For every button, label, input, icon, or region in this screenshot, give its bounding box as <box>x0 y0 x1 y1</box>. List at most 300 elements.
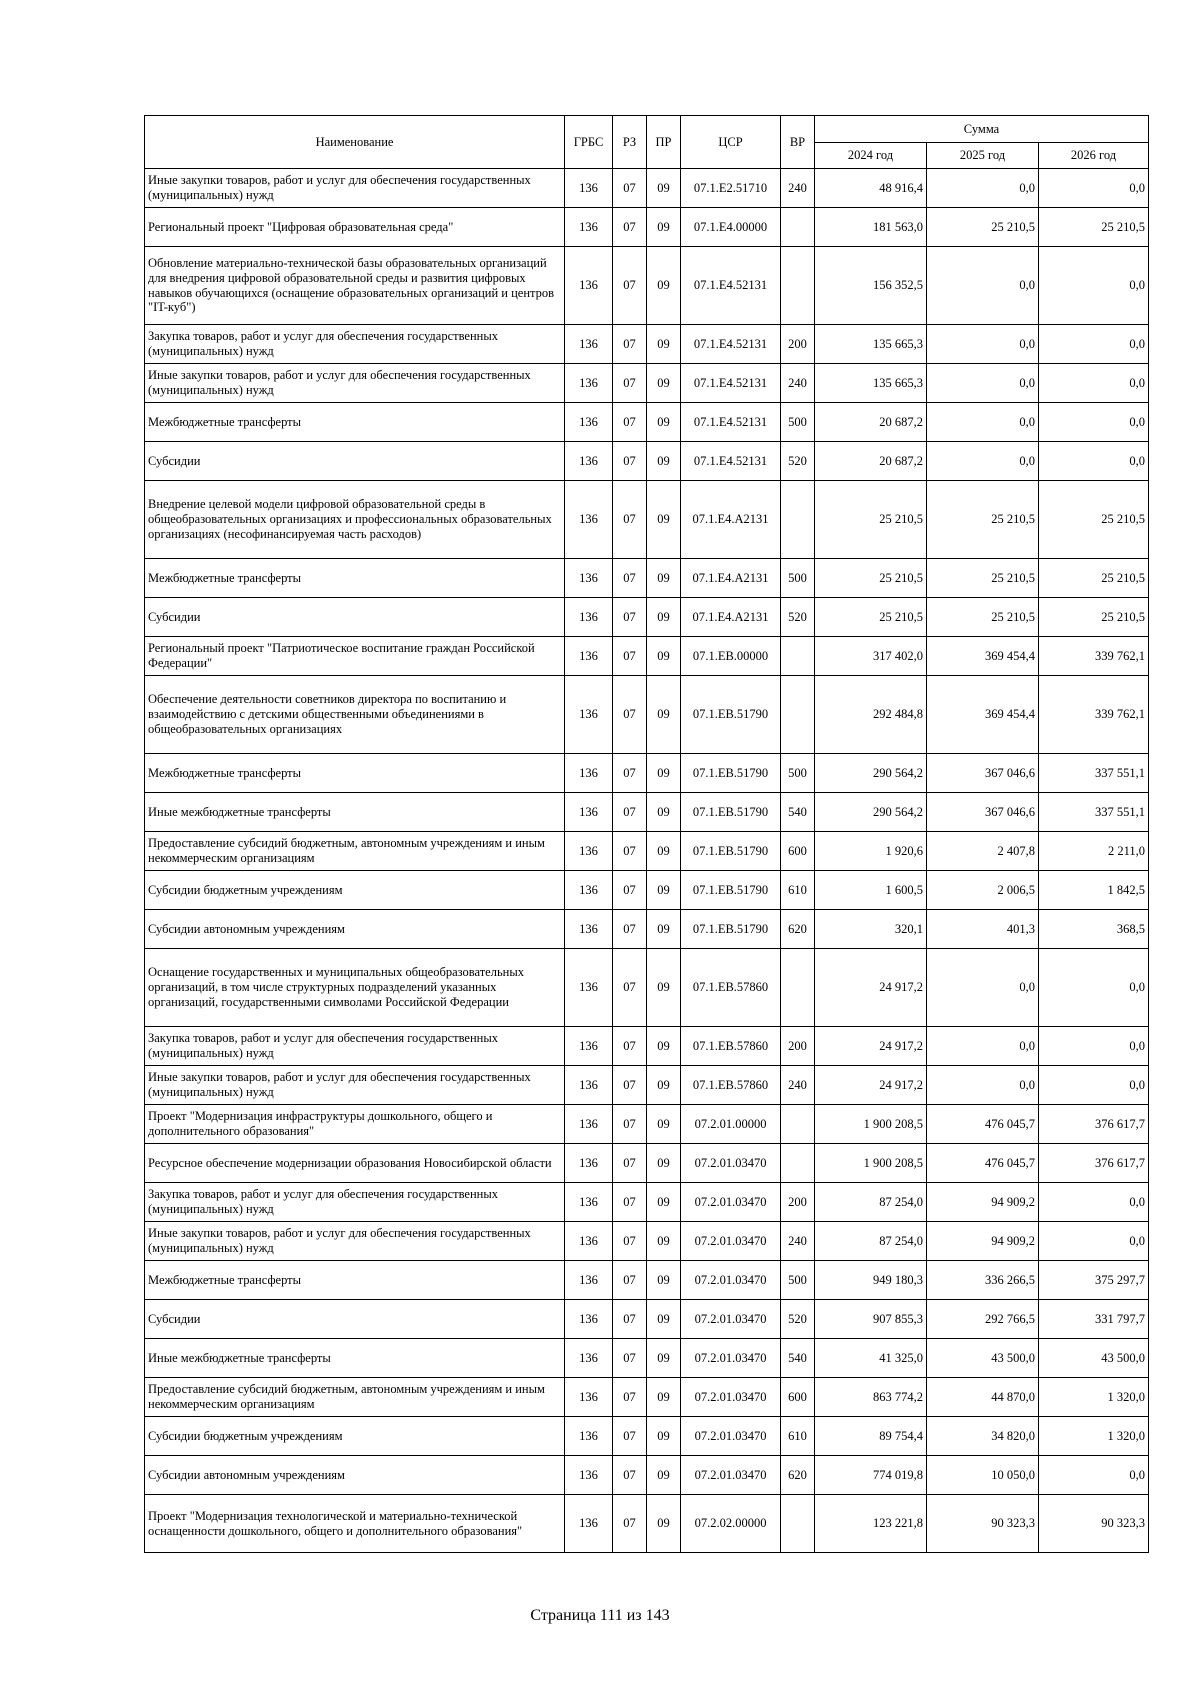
cell-csr: 07.2.01.03470 <box>681 1378 781 1417</box>
cell-2024: 25 210,5 <box>815 598 927 637</box>
cell-pr: 09 <box>647 1417 681 1456</box>
cell-2024: 24 917,2 <box>815 1066 927 1105</box>
cell-rz: 07 <box>613 1261 647 1300</box>
cell-grbs: 136 <box>565 1144 613 1183</box>
cell-2026: 0,0 <box>1039 1027 1149 1066</box>
cell-pr: 09 <box>647 481 681 559</box>
header-vr: ВР <box>781 116 815 169</box>
cell-2024: 48 916,4 <box>815 169 927 208</box>
cell-name: Субсидии бюджетным учреждениям <box>145 1417 565 1456</box>
cell-grbs: 136 <box>565 1105 613 1144</box>
cell-rz: 07 <box>613 1183 647 1222</box>
cell-grbs: 136 <box>565 1222 613 1261</box>
cell-2026: 1 842,5 <box>1039 871 1149 910</box>
cell-rz: 07 <box>613 793 647 832</box>
cell-grbs: 136 <box>565 1027 613 1066</box>
cell-vr: 240 <box>781 364 815 403</box>
cell-2025: 401,3 <box>927 910 1039 949</box>
table-row <box>145 1495 1149 1553</box>
cell-pr: 09 <box>647 403 681 442</box>
cell-grbs: 136 <box>565 442 613 481</box>
cell-2024: 87 254,0 <box>815 1183 927 1222</box>
cell-pr: 09 <box>647 1027 681 1066</box>
cell-2025: 0,0 <box>927 1027 1039 1066</box>
cell-2024: 292 484,8 <box>815 676 927 754</box>
cell-name: Предоставление субсидий бюджетным, автономным учреждениям и иным некоммерческим организациям <box>145 1378 565 1417</box>
cell-vr: 610 <box>781 1417 815 1456</box>
cell-pr: 09 <box>647 1183 681 1222</box>
header-sum: Сумма <box>815 116 1149 143</box>
cell-name: Иные межбюджетные трансферты <box>145 793 565 832</box>
cell-pr: 09 <box>647 832 681 871</box>
cell-pr: 09 <box>647 169 681 208</box>
cell-pr: 09 <box>647 1300 681 1339</box>
cell-name: Иные закупки товаров, работ и услуг для обеспечения государственных (муниципальных) нужд <box>145 169 565 208</box>
cell-csr: 07.2.01.03470 <box>681 1183 781 1222</box>
cell-name: Субсидии <box>145 598 565 637</box>
cell-csr: 07.1.EB.51790 <box>681 910 781 949</box>
cell-csr: 07.1.E4.A2131 <box>681 598 781 637</box>
cell-2026: 0,0 <box>1039 442 1149 481</box>
cell-csr: 07.2.01.03470 <box>681 1144 781 1183</box>
cell-grbs: 136 <box>565 1183 613 1222</box>
cell-name: Внедрение целевой модели цифровой образовательной среды в общеобразовательных организациях и профессиональных образовательных организациях (несофинансируемая часть расходов) <box>145 481 565 559</box>
cell-csr: 07.2.01.03470 <box>681 1456 781 1495</box>
cell-pr: 09 <box>647 793 681 832</box>
cell-name: Предоставление субсидий бюджетным, автономным учреждениям и иным некоммерческим организациям <box>145 832 565 871</box>
cell-pr: 09 <box>647 1339 681 1378</box>
cell-2024: 156 352,5 <box>815 247 927 325</box>
cell-pr: 09 <box>647 1456 681 1495</box>
cell-grbs: 136 <box>565 1495 613 1553</box>
table-row <box>145 676 1149 754</box>
cell-2024: 24 917,2 <box>815 1027 927 1066</box>
table-row <box>145 832 1149 871</box>
cell-pr: 09 <box>647 1066 681 1105</box>
cell-vr: 240 <box>781 169 815 208</box>
cell-pr: 09 <box>647 325 681 364</box>
cell-2026: 0,0 <box>1039 247 1149 325</box>
cell-2025: 34 820,0 <box>927 1417 1039 1456</box>
table-row <box>145 1105 1149 1144</box>
cell-rz: 07 <box>613 1417 647 1456</box>
cell-csr: 07.1.E4.A2131 <box>681 559 781 598</box>
table-row <box>145 1222 1149 1261</box>
cell-vr: 200 <box>781 325 815 364</box>
cell-csr: 07.1.EB.57860 <box>681 1066 781 1105</box>
cell-2024: 1 600,5 <box>815 871 927 910</box>
cell-2025: 90 323,3 <box>927 1495 1039 1553</box>
cell-vr: 540 <box>781 793 815 832</box>
cell-grbs: 136 <box>565 364 613 403</box>
cell-2026: 339 762,1 <box>1039 637 1149 676</box>
cell-2024: 135 665,3 <box>815 325 927 364</box>
cell-vr: 500 <box>781 754 815 793</box>
cell-name: Региональный проект "Цифровая образовательная среда" <box>145 208 565 247</box>
cell-grbs: 136 <box>565 208 613 247</box>
cell-2025: 44 870,0 <box>927 1378 1039 1417</box>
cell-grbs: 136 <box>565 1300 613 1339</box>
cell-2024: 25 210,5 <box>815 481 927 559</box>
header-2024: 2024 год <box>815 143 927 169</box>
cell-name: Межбюджетные трансферты <box>145 559 565 598</box>
cell-csr: 07.1.E4.A2131 <box>681 481 781 559</box>
cell-2026: 25 210,5 <box>1039 481 1149 559</box>
cell-2026: 0,0 <box>1039 364 1149 403</box>
cell-2026: 0,0 <box>1039 325 1149 364</box>
cell-2024: 1 900 208,5 <box>815 1144 927 1183</box>
cell-name: Оснащение государственных и муниципальных общеобразовательных организаций, в том числе структурных подразделений указанных организаций, государственными символами Российской Федерации <box>145 949 565 1027</box>
cell-vr: 200 <box>781 1027 815 1066</box>
cell-2024: 774 019,8 <box>815 1456 927 1495</box>
cell-2025: 336 266,5 <box>927 1261 1039 1300</box>
cell-csr: 07.2.01.00000 <box>681 1105 781 1144</box>
cell-2025: 0,0 <box>927 949 1039 1027</box>
table-row <box>145 754 1149 793</box>
cell-name: Субсидии автономным учреждениям <box>145 1456 565 1495</box>
cell-pr: 09 <box>647 871 681 910</box>
cell-grbs: 136 <box>565 325 613 364</box>
cell-name: Межбюджетные трансферты <box>145 403 565 442</box>
table-row <box>145 910 1149 949</box>
cell-2025: 0,0 <box>927 442 1039 481</box>
cell-csr: 07.1.EB.51790 <box>681 871 781 910</box>
cell-pr: 09 <box>647 1144 681 1183</box>
cell-rz: 07 <box>613 247 647 325</box>
cell-2025: 0,0 <box>927 169 1039 208</box>
cell-pr: 09 <box>647 1378 681 1417</box>
cell-grbs: 136 <box>565 793 613 832</box>
cell-2024: 24 917,2 <box>815 949 927 1027</box>
cell-rz: 07 <box>613 1378 647 1417</box>
cell-rz: 07 <box>613 481 647 559</box>
cell-2024: 290 564,2 <box>815 793 927 832</box>
cell-name: Субсидии <box>145 1300 565 1339</box>
table-row <box>145 1378 1149 1417</box>
cell-csr: 07.2.02.00000 <box>681 1495 781 1553</box>
cell-grbs: 136 <box>565 949 613 1027</box>
cell-2026: 0,0 <box>1039 1066 1149 1105</box>
cell-vr: 600 <box>781 1378 815 1417</box>
cell-name: Иные межбюджетные трансферты <box>145 1339 565 1378</box>
cell-rz: 07 <box>613 442 647 481</box>
cell-name: Иные закупки товаров, работ и услуг для обеспечения государственных (муниципальных) нужд <box>145 364 565 403</box>
cell-2025: 367 046,6 <box>927 793 1039 832</box>
cell-csr: 07.2.01.03470 <box>681 1300 781 1339</box>
cell-rz: 07 <box>613 598 647 637</box>
cell-2024: 89 754,4 <box>815 1417 927 1456</box>
cell-2026: 0,0 <box>1039 403 1149 442</box>
table-row <box>145 247 1149 325</box>
cell-2024: 20 687,2 <box>815 403 927 442</box>
cell-csr: 07.1.EB.51790 <box>681 754 781 793</box>
cell-grbs: 136 <box>565 559 613 598</box>
cell-vr <box>781 1105 815 1144</box>
header-rz: РЗ <box>613 116 647 169</box>
cell-rz: 07 <box>613 754 647 793</box>
cell-csr: 07.1.EB.57860 <box>681 949 781 1027</box>
cell-grbs: 136 <box>565 910 613 949</box>
cell-grbs: 136 <box>565 1066 613 1105</box>
cell-pr: 09 <box>647 208 681 247</box>
cell-name: Проект "Модернизация инфраструктуры дошкольного, общего и дополнительного образования" <box>145 1105 565 1144</box>
cell-grbs: 136 <box>565 832 613 871</box>
cell-2026: 25 210,5 <box>1039 598 1149 637</box>
cell-rz: 07 <box>613 871 647 910</box>
cell-vr: 600 <box>781 832 815 871</box>
cell-csr: 07.2.01.03470 <box>681 1417 781 1456</box>
cell-grbs: 136 <box>565 1417 613 1456</box>
cell-2026: 25 210,5 <box>1039 559 1149 598</box>
cell-2026: 337 551,1 <box>1039 793 1149 832</box>
cell-name: Ресурсное обеспечение модернизации образования Новосибирской области <box>145 1144 565 1183</box>
cell-rz: 07 <box>613 949 647 1027</box>
cell-vr: 520 <box>781 1300 815 1339</box>
cell-name: Субсидии автономным учреждениям <box>145 910 565 949</box>
cell-pr: 09 <box>647 637 681 676</box>
cell-name: Закупка товаров, работ и услуг для обеспечения государственных (муниципальных) нужд <box>145 1183 565 1222</box>
cell-grbs: 136 <box>565 247 613 325</box>
cell-2025: 0,0 <box>927 247 1039 325</box>
cell-2026: 25 210,5 <box>1039 208 1149 247</box>
cell-2024: 949 180,3 <box>815 1261 927 1300</box>
cell-2026: 0,0 <box>1039 949 1149 1027</box>
cell-vr <box>781 949 815 1027</box>
header-pr: ПР <box>647 116 681 169</box>
table-row <box>145 793 1149 832</box>
cell-pr: 09 <box>647 442 681 481</box>
cell-2025: 476 045,7 <box>927 1105 1039 1144</box>
cell-rz: 07 <box>613 1495 647 1553</box>
cell-2026: 2 211,0 <box>1039 832 1149 871</box>
cell-grbs: 136 <box>565 1339 613 1378</box>
table-row <box>145 1144 1149 1183</box>
cell-rz: 07 <box>613 1027 647 1066</box>
header-grbs: ГРБС <box>565 116 613 169</box>
cell-2024: 907 855,3 <box>815 1300 927 1339</box>
table-row <box>145 637 1149 676</box>
cell-csr: 07.1.E2.51710 <box>681 169 781 208</box>
cell-2026: 376 617,7 <box>1039 1144 1149 1183</box>
cell-rz: 07 <box>613 1105 647 1144</box>
cell-csr: 07.1.E4.52131 <box>681 403 781 442</box>
table-row <box>145 325 1149 364</box>
cell-rz: 07 <box>613 559 647 598</box>
cell-rz: 07 <box>613 403 647 442</box>
cell-2024: 290 564,2 <box>815 754 927 793</box>
cell-vr <box>781 637 815 676</box>
cell-rz: 07 <box>613 1144 647 1183</box>
cell-grbs: 136 <box>565 871 613 910</box>
cell-name: Межбюджетные трансферты <box>145 754 565 793</box>
table-row <box>145 1339 1149 1378</box>
cell-2024: 87 254,0 <box>815 1222 927 1261</box>
cell-2025: 2 006,5 <box>927 871 1039 910</box>
cell-name: Обеспечение деятельности советников директора по воспитанию и взаимодействию с детскими общественными объединениями в общеобразовательных организациях <box>145 676 565 754</box>
cell-grbs: 136 <box>565 754 613 793</box>
cell-name: Закупка товаров, работ и услуг для обеспечения государственных (муниципальных) нужд <box>145 1027 565 1066</box>
cell-vr: 500 <box>781 1261 815 1300</box>
cell-csr: 07.1.E4.52131 <box>681 247 781 325</box>
cell-2026: 0,0 <box>1039 1183 1149 1222</box>
cell-rz: 07 <box>613 364 647 403</box>
cell-2026: 1 320,0 <box>1039 1378 1149 1417</box>
cell-name: Иные закупки товаров, работ и услуг для обеспечения государственных (муниципальных) нужд <box>145 1222 565 1261</box>
cell-pr: 09 <box>647 1105 681 1144</box>
table-row <box>145 1456 1149 1495</box>
cell-grbs: 136 <box>565 169 613 208</box>
cell-vr <box>781 1495 815 1553</box>
cell-2024: 181 563,0 <box>815 208 927 247</box>
cell-rz: 07 <box>613 1066 647 1105</box>
cell-csr: 07.2.01.03470 <box>681 1222 781 1261</box>
cell-2026: 375 297,7 <box>1039 1261 1149 1300</box>
cell-2025: 25 210,5 <box>927 559 1039 598</box>
cell-grbs: 136 <box>565 598 613 637</box>
cell-vr: 500 <box>781 559 815 598</box>
cell-pr: 09 <box>647 598 681 637</box>
page-number: Страница 111 из 143 <box>530 1607 670 1624</box>
cell-vr <box>781 208 815 247</box>
cell-vr: 520 <box>781 598 815 637</box>
header-2025: 2025 год <box>927 143 1039 169</box>
cell-2026: 376 617,7 <box>1039 1105 1149 1144</box>
cell-pr: 09 <box>647 364 681 403</box>
cell-pr: 09 <box>647 754 681 793</box>
cell-rz: 07 <box>613 1222 647 1261</box>
cell-2026: 0,0 <box>1039 1222 1149 1261</box>
table-row <box>145 403 1149 442</box>
cell-csr: 07.1.EB.00000 <box>681 637 781 676</box>
cell-vr: 540 <box>781 1339 815 1378</box>
cell-2025: 25 210,5 <box>927 598 1039 637</box>
cell-name: Субсидии <box>145 442 565 481</box>
header-csr: ЦСР <box>681 116 781 169</box>
cell-pr: 09 <box>647 910 681 949</box>
cell-csr: 07.2.01.03470 <box>681 1261 781 1300</box>
table-row <box>145 1417 1149 1456</box>
cell-vr: 610 <box>781 871 815 910</box>
cell-rz: 07 <box>613 1456 647 1495</box>
cell-rz: 07 <box>613 832 647 871</box>
table-row <box>145 1027 1149 1066</box>
cell-2025: 94 909,2 <box>927 1183 1039 1222</box>
cell-rz: 07 <box>613 676 647 754</box>
cell-csr: 07.1.E4.00000 <box>681 208 781 247</box>
cell-2025: 43 500,0 <box>927 1339 1039 1378</box>
cell-2026: 0,0 <box>1039 169 1149 208</box>
cell-rz: 07 <box>613 169 647 208</box>
cell-csr: 07.2.01.03470 <box>681 1339 781 1378</box>
cell-2025: 0,0 <box>927 403 1039 442</box>
cell-vr: 620 <box>781 910 815 949</box>
cell-name: Закупка товаров, работ и услуг для обеспечения государственных (муниципальных) нужд <box>145 325 565 364</box>
cell-vr: 240 <box>781 1222 815 1261</box>
cell-2026: 337 551,1 <box>1039 754 1149 793</box>
cell-pr: 09 <box>647 949 681 1027</box>
cell-2025: 2 407,8 <box>927 832 1039 871</box>
cell-pr: 09 <box>647 1222 681 1261</box>
cell-2024: 123 221,8 <box>815 1495 927 1553</box>
header-2026: 2026 год <box>1039 143 1149 169</box>
table-row <box>145 442 1149 481</box>
cell-csr: 07.1.EB.51790 <box>681 676 781 754</box>
cell-grbs: 136 <box>565 1456 613 1495</box>
cell-2025: 94 909,2 <box>927 1222 1039 1261</box>
cell-vr <box>781 481 815 559</box>
cell-grbs: 136 <box>565 637 613 676</box>
cell-2024: 20 687,2 <box>815 442 927 481</box>
cell-vr <box>781 247 815 325</box>
cell-2025: 369 454,4 <box>927 637 1039 676</box>
cell-2025: 0,0 <box>927 1066 1039 1105</box>
cell-vr <box>781 1144 815 1183</box>
cell-2024: 41 325,0 <box>815 1339 927 1378</box>
cell-rz: 07 <box>613 1339 647 1378</box>
cell-2024: 25 210,5 <box>815 559 927 598</box>
cell-2026: 43 500,0 <box>1039 1339 1149 1378</box>
cell-2024: 135 665,3 <box>815 364 927 403</box>
cell-2026: 339 762,1 <box>1039 676 1149 754</box>
cell-2024: 863 774,2 <box>815 1378 927 1417</box>
cell-2026: 0,0 <box>1039 1456 1149 1495</box>
table-row <box>145 364 1149 403</box>
cell-2025: 292 766,5 <box>927 1300 1039 1339</box>
cell-csr: 07.1.E4.52131 <box>681 364 781 403</box>
cell-2025: 10 050,0 <box>927 1456 1039 1495</box>
cell-2024: 317 402,0 <box>815 637 927 676</box>
table-row <box>145 1066 1149 1105</box>
cell-rz: 07 <box>613 1300 647 1339</box>
table-row <box>145 481 1149 559</box>
cell-grbs: 136 <box>565 403 613 442</box>
cell-2026: 1 320,0 <box>1039 1417 1149 1456</box>
cell-csr: 07.1.EB.57860 <box>681 1027 781 1066</box>
table-row <box>145 598 1149 637</box>
cell-pr: 09 <box>647 559 681 598</box>
cell-rz: 07 <box>613 208 647 247</box>
table-row <box>145 559 1149 598</box>
cell-csr: 07.1.EB.51790 <box>681 832 781 871</box>
table-row <box>145 208 1149 247</box>
cell-vr <box>781 676 815 754</box>
cell-2024: 320,1 <box>815 910 927 949</box>
cell-vr: 620 <box>781 1456 815 1495</box>
cell-grbs: 136 <box>565 1261 613 1300</box>
cell-rz: 07 <box>613 637 647 676</box>
cell-name: Проект "Модернизация технологической и материально-технической оснащенности дошкольного, общего и дополнительного образования" <box>145 1495 565 1553</box>
cell-2024: 1 900 208,5 <box>815 1105 927 1144</box>
cell-pr: 09 <box>647 1495 681 1553</box>
cell-vr: 200 <box>781 1183 815 1222</box>
cell-name: Обновление материально-технической базы образовательных организаций для внедрения цифровой образовательной среды и развития цифровых навыков обучающихся (оснащение образовательных организаций и центров "IT-куб") <box>145 247 565 325</box>
cell-vr: 500 <box>781 403 815 442</box>
table-row <box>145 949 1149 1027</box>
cell-grbs: 136 <box>565 1378 613 1417</box>
cell-pr: 09 <box>647 247 681 325</box>
cell-2025: 367 046,6 <box>927 754 1039 793</box>
cell-grbs: 136 <box>565 481 613 559</box>
cell-csr: 07.1.E4.52131 <box>681 442 781 481</box>
cell-2026: 368,5 <box>1039 910 1149 949</box>
cell-name: Межбюджетные трансферты <box>145 1261 565 1300</box>
table-row <box>145 1183 1149 1222</box>
cell-2025: 476 045,7 <box>927 1144 1039 1183</box>
cell-2024: 1 920,6 <box>815 832 927 871</box>
table-body <box>145 169 1149 1553</box>
header-name: Наименование <box>145 116 565 169</box>
table-row <box>145 1261 1149 1300</box>
